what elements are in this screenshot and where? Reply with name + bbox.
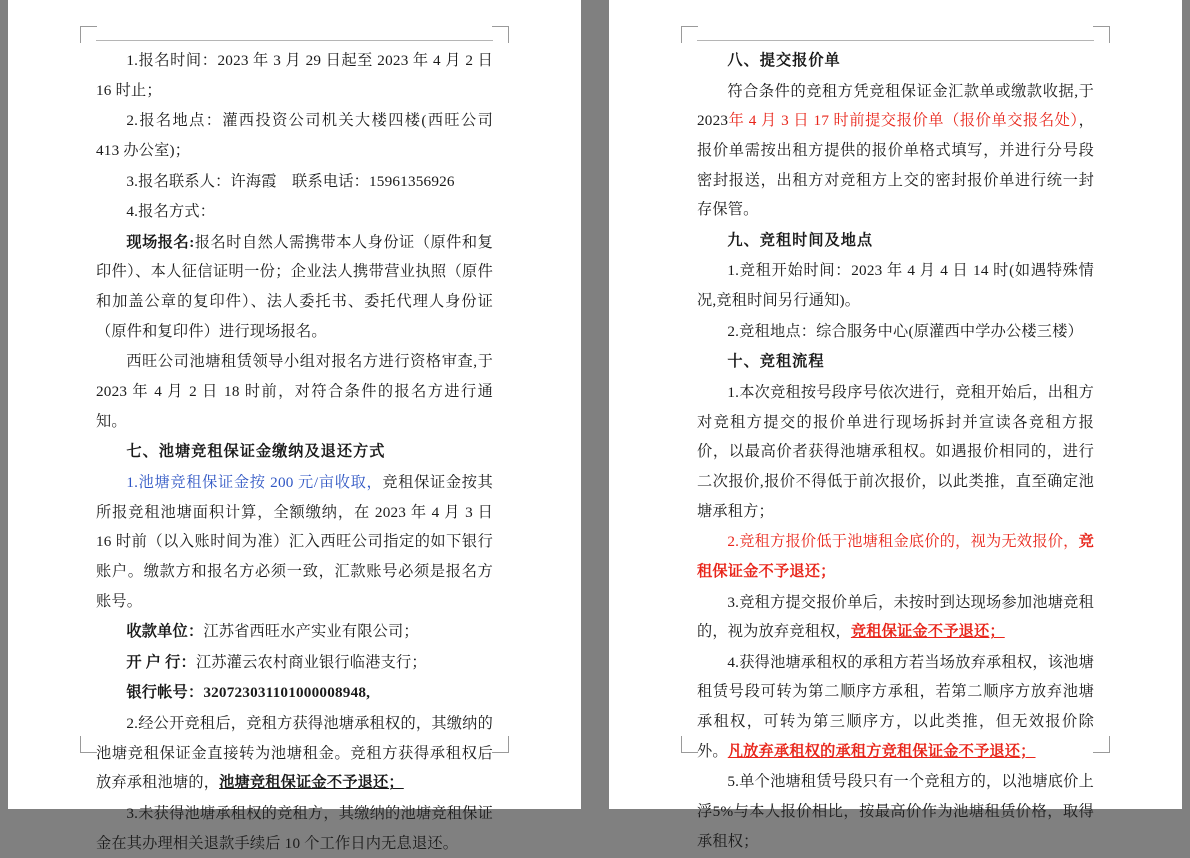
section-nine-heading: 九、竞租时间及地点 (727, 231, 874, 249)
bank-row (96, 648, 493, 678)
crop-mark-bottom-left (681, 736, 698, 753)
bank-value: 江苏灌云农村商业银行临港支行； (195, 653, 427, 671)
signup-method: 4.报名方式： (126, 203, 216, 221)
header-rule (697, 40, 1094, 41)
account-label: 银行帐号： (126, 684, 204, 702)
account-row (96, 678, 493, 708)
quote-body-1: 符合条件的竞租方凭竞租保证金汇款单或缴款收据,于2023 (697, 82, 1094, 130)
payee-label: 收款单位： (126, 623, 204, 641)
quote-body-date: 年 4 月 3 日 17 时前提交报价单 (728, 112, 945, 130)
onsite-signup-paragraph (96, 228, 493, 347)
onsite-signup-label: 现场报名: (126, 233, 195, 251)
page-left-content (96, 46, 493, 852)
quote-body-2: ，报价单需按出租方提供的报价单格式填写，并进行分号段密封报送，出租方对竞租方上交的密封报价单进行统一封存保管。 (697, 112, 1095, 219)
process-5: 5.单个池塘租赁号段只有一个竞租方的，以池塘底价上浮5%与本人报价相比，按最高价作为池塘租赁价格，取得承租权； (697, 773, 1094, 850)
process-3-red: 竞租保证金不予退还； (850, 623, 1005, 641)
crop-mark-top-right (492, 26, 509, 43)
qualification-review: 西旺公司池塘租赁领导小组对报名方进行资格审查,于2023 年 4 月 2 日 18 时前，对符合条件的报名方进行通知。 (96, 353, 493, 430)
crop-mark-bottom-left (80, 736, 97, 753)
deposit-rule-1 (96, 468, 493, 616)
deposit-rule-2-body: 2.经公开竞租后，竞租方获得池塘承租权的，其缴纳的池塘竞租保证金直接转为池塘租金。竞租方获得承租权后放弃承租池塘的， (96, 715, 493, 792)
quote-body-red: （报价单交报名处） (944, 112, 1079, 130)
process-2-red: 2.竞租方报价低于池塘租金底价的，视为无效报价， (727, 533, 1079, 551)
deposit-rule-body: 竞租保证金按其所报竞租池塘面积计算，全额缴纳，在 2023 年 4 月 3 日 16 时前（以入账时间为准）汇入西旺公司指定的如下银行账户。缴款方和报名方必须一致，汇款账号必须是报名方账号。 (96, 473, 493, 610)
deposit-rule-3: 3.未获得池塘承租权的竞租方，其缴纳的池塘竞租保证金在其办理相关退款手续后 10 个工作日内无息退还。 (96, 805, 493, 852)
bank-label: 开 户 行： (126, 653, 196, 671)
auction-place: 2.竞租地点：综合服务中心(原灌西中学办公楼三楼） (727, 322, 1083, 340)
document-page-right (609, 0, 1182, 850)
payee-row (96, 617, 493, 647)
section-eight-heading: 八、提交报价单 (727, 52, 841, 69)
section-seven-heading: 七、池塘竞租保证金缴纳及退还方式 (126, 443, 386, 461)
signup-contact: 3.报名联系人：许海霞 联系电话：15961356926 (126, 172, 455, 190)
deposit-rule-2 (96, 709, 493, 798)
page-right-content (697, 46, 1095, 850)
crop-mark-top-right (1093, 26, 1110, 43)
deposit-rule-highlight: 1.池塘竞租保证金按 200 元/亩收取， (126, 473, 383, 491)
process-4 (697, 648, 1094, 767)
crop-mark-bottom-right (492, 736, 509, 753)
header-rule (96, 40, 493, 41)
payee-value: 江苏省西旺水产实业有限公司； (203, 623, 419, 641)
process-3 (697, 588, 1094, 647)
auction-start-time: 1.竞租开始时间：2023 年 4 月 4 日 14 时(如遇特殊情况,竞租时间另行通知)。 (697, 262, 1094, 310)
quote-paragraph (697, 77, 1094, 225)
process-4-body: 4.获得池塘承租权的承租方若当场放弃承租权，该池塘租赁号段可转为第二顺序方承租，若第二顺序方放弃池塘承租权，可转为第三顺序方，以此类推，但无效报价除外。 (697, 653, 1094, 760)
crop-mark-top-left (80, 26, 97, 43)
account-value: 320723031101000008948, (203, 684, 371, 702)
signup-place: 2.报名地点：灌西投资公司机关大楼四楼(西旺公司 413 办公室)； (96, 112, 493, 159)
process-2-red-bold: 竞租保证金不予退还； (697, 533, 1094, 580)
document-page-left (8, 0, 581, 852)
deposit-rule-2-underline: 池塘竞租保证金不予退还； (219, 774, 404, 792)
process-2 (697, 527, 1094, 586)
process-3-body: 3.竞租方提交报价单后，未按时到达现场参加池塘竞租的，视为放弃竞租权， (697, 593, 1094, 641)
onsite-signup-body: 报名时自然人需携带本人身份证（原件和复印件）、本人征信证明一份；企业法人携带营业执照（原件和加盖公章的复印件）、法人委托书、委托代理人身份证（原件和复印件）进行现场报名。 (96, 233, 493, 340)
section-ten-heading: 十、竞租流程 (727, 353, 825, 371)
signup-time: 1.报名时间：2023 年 3 月 29 日起至 2023 年 4 月 2 日 16 时止； (96, 52, 493, 99)
crop-mark-top-left (681, 26, 698, 43)
crop-mark-bottom-right (1093, 736, 1110, 753)
process-4-red: 凡放弃承租权的承租方竞租保证金不予退还； (727, 742, 1036, 760)
process-1: 1.本次竞租按号段序号依次进行，竞租开始后，出租方对竞租方提交的报价单进行现场拆封并宣读各竞租方报价，以最高价者获得池塘承租权。如遇报价相同的，进行二次报价,报价不得低于前次报价，以此类推，直至确定池塘承租方； (697, 384, 1094, 520)
